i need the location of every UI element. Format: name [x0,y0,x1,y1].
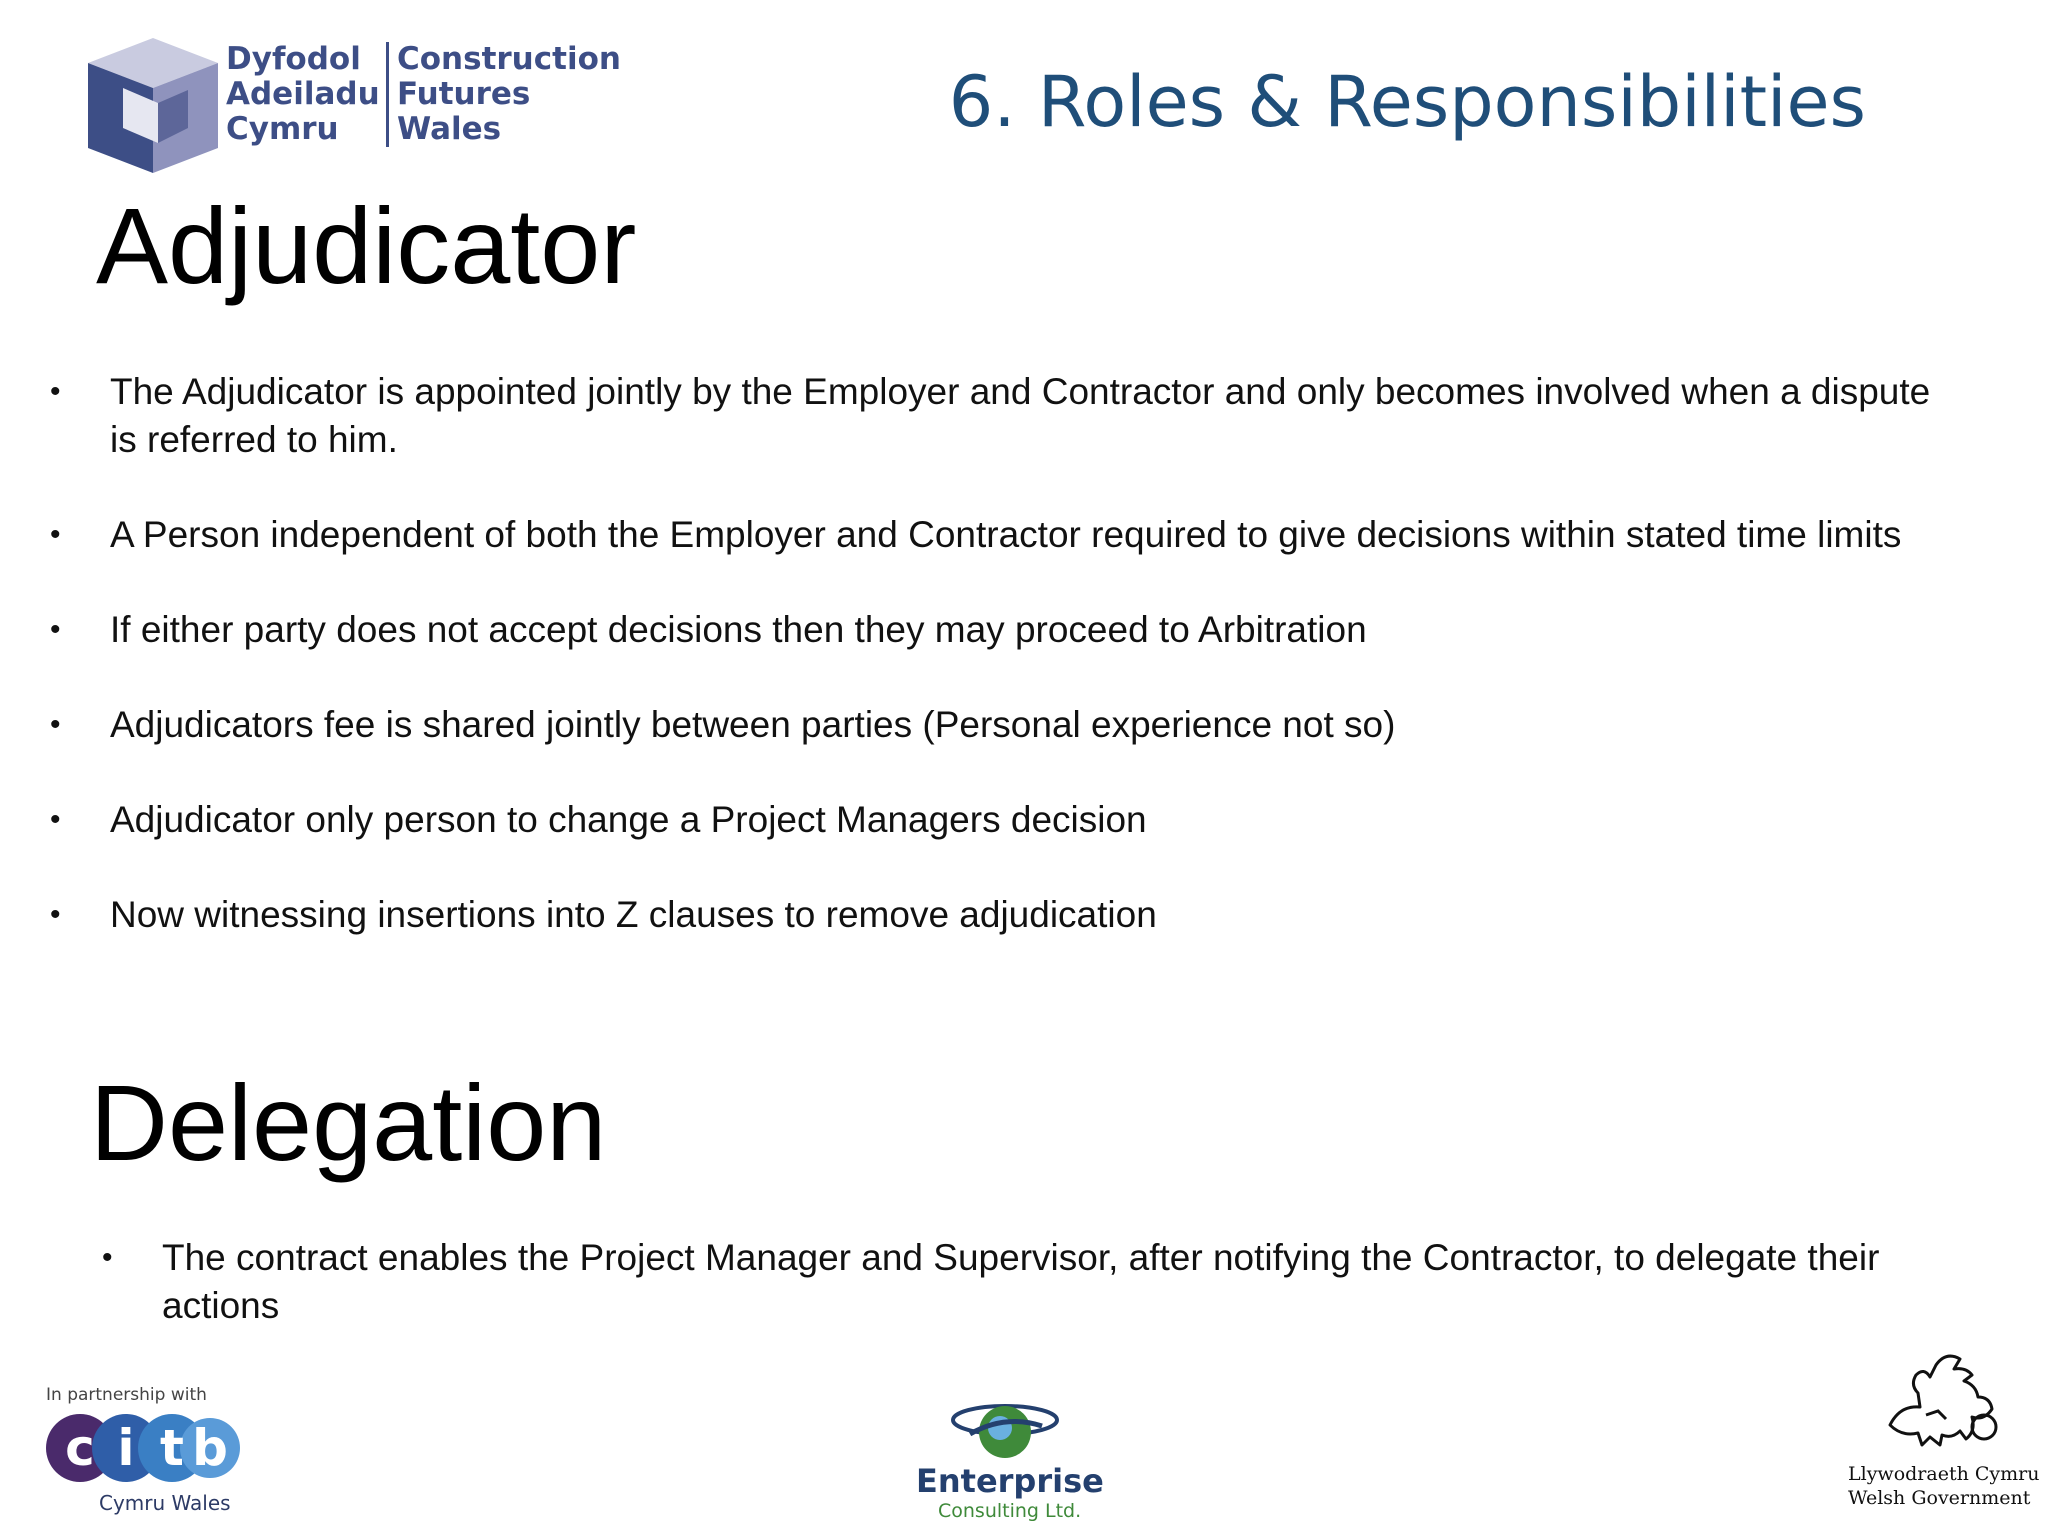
bullet-item [50,796,1940,844]
bullet-marker: • [50,518,61,551]
citb-tagline: In partnership with [46,1385,207,1405]
logo-english-line: Wales [397,111,502,147]
logo-welsh-line: Dyfodol [226,41,361,77]
logo-welsh-line: Cymru [226,111,339,147]
adjudicator-bullet-list [50,368,1940,986]
bullet-text: The contract enables the Project Manager and Supervisor, after notifying the Contractor, to delegate their actions [162,1237,1880,1326]
bullet-text: If either party does not accept decisions then they may proceed to Arbitration [110,609,1367,650]
bullet-text: Adjudicators fee is shared jointly between parties (Personal experience not so) [110,704,1396,745]
welsh-dragon-icon [1880,1345,2000,1455]
citb-subtitle: Cymru Wales [99,1491,231,1515]
delegation-title: Delegation [90,1062,607,1183]
construction-futures-wales-logo [68,28,621,178]
citb-logo [44,1385,254,1520]
bullet-item [50,368,1940,464]
logo-welsh-line: Adeiladu [226,76,380,112]
bullet-marker: • [50,708,61,741]
logo-english-line: Construction [397,41,621,77]
adjudicator-title: Adjudicator [96,185,637,306]
cube-logo-icon [68,28,218,178]
bullet-item [50,701,1940,749]
delegation-bullet-list [102,1234,1952,1330]
bullet-text: A Person independent of both the Employer and Contractor required to give decisions within stated time limits [110,514,1902,555]
logo-english-line: Futures [397,76,531,112]
bullet-item [50,891,1940,939]
logo-welsh-name [226,42,380,147]
citb-letter: i [117,1419,135,1477]
bullet-marker: • [102,1241,113,1274]
bullet-marker: • [50,613,61,646]
citb-letter: b [192,1419,228,1477]
enterprise-name: Enterprise [916,1462,1104,1500]
section-heading: 6. Roles & Responsibilities [948,61,1866,143]
bullet-text: Adjudicator only person to change a Project Managers decision [110,799,1147,840]
welsh-government-english-name: Welsh Government [1848,1487,2031,1509]
welsh-government-logo [1840,1345,2040,1525]
bullet-item [50,606,1940,654]
logo-english-name [386,42,621,147]
bullet-marker: • [50,803,61,836]
bullet-item [102,1234,1952,1330]
citb-letter: t [160,1419,184,1477]
bullet-text: The Adjudicator is appointed jointly by the Employer and Contractor and only becomes involved when a dispute is referred to him. [110,371,1931,460]
enterprise-consulting-logo [910,1400,1104,1522]
welsh-government-welsh-name: Llywodraeth Cymru [1848,1463,2040,1485]
citb-letter: c [65,1419,95,1477]
bullet-marker: • [50,375,61,408]
globe-swoosh-icon [950,1400,1060,1464]
bullet-item [50,511,1940,559]
bullet-text: Now witnessing insertions into Z clauses to remove adjudication [110,894,1157,935]
enterprise-subtitle: Consulting Ltd. [938,1500,1082,1522]
citb-letters-icon [44,1407,244,1489]
bullet-marker: • [50,898,61,931]
